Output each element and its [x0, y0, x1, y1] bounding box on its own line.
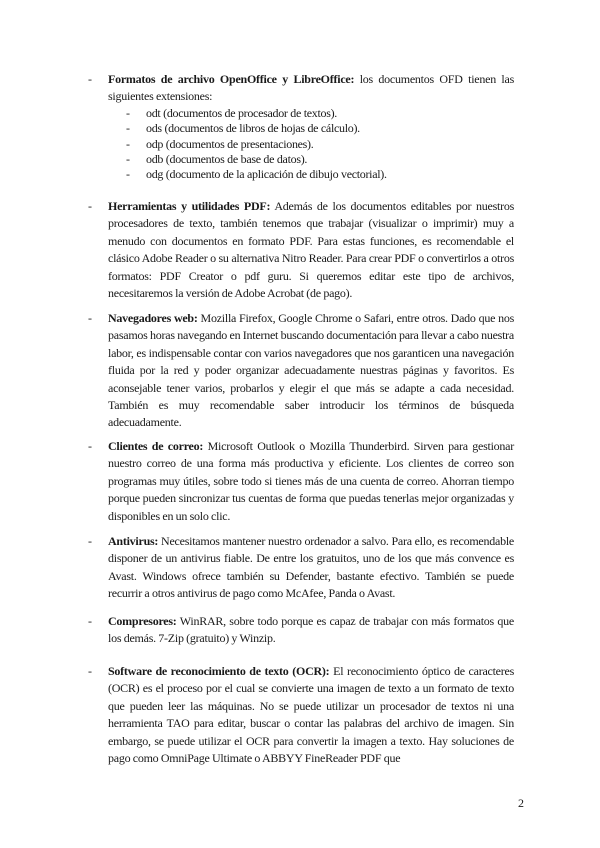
paragraph — [108, 71, 514, 106]
paragraph — [108, 613, 514, 648]
item-text: WinRAR, sobre todo porque es capaz de trabajar con más formatos que los demás. 7-Zip (gratuito) y Winzip. — [108, 614, 514, 646]
item-text: Microsoft Outlook o Mozilla Thunderbird. Sirven para gestionar nuestro correo de una forma más productiva y eficiente. Los clientes de correo son programas muy útiles, sobre todo si tienes más de una cuenta de correo. Ahorran tiempo porque pueden sincronizar tus cuentas de forma que puedas tenerlas mejor organizadas y disponibles en un solo clic. — [108, 439, 514, 523]
list-item — [88, 310, 514, 432]
item-heading: Software de reconocimiento de texto (OCR): — [108, 664, 330, 678]
sub-list-item: - odb (documentos de base de datos). — [126, 151, 308, 166]
item-text: Además de los documentos editables por nuestros procesadores de texto, también tenemos que trabajar (visualizar o imprimir) muy a menudo con documentos en formato PDF. Para estas funciones, es recomendable el clásico Adobe Reader o su alternativa Nitro Reader. Para crear PDF o convertirlos a otros formatos: PDF Creator o pdf guru. Si queremos editar este tipo de archivos, necesitaremos la versión de Adobe Acrobat (de pago). — [108, 199, 514, 301]
list-item — [88, 438, 514, 525]
bullet-dash: - — [88, 72, 92, 86]
list-item — [88, 663, 514, 767]
item-text: El reconocimiento óptico de caracteres (OCR) es el proceso por el cual se convierte una imagen de texto a un formato de texto que pueden leer las máquinas. No se puede utilizar un procesador de textos ni una herramienta TAO para editar, buscar o contar las palabras del archivo de imagen. Sin embargo, se puede utilizar el OCR para convertir la imagen a texto. Hay soluciones de pago como OmniPage Ultimate o ABBYY FineReader PDF que — [108, 664, 514, 766]
paragraph — [108, 533, 514, 603]
item-heading: Clientes de correo: — [108, 439, 204, 453]
bullet-dash: - — [88, 614, 92, 628]
item-text: Mozilla Firefox, Google Chrome o Safari, entre otros. Dado que nos pasamos horas navegando en Internet buscando documentación para llevar a cabo nuestra labor, es indispensable contar con varios navegadores que nos garanticen una navegación fluida por la red y poder organizar adecuadamente nuestras páginas y favoritos. Es aconsejable tener varios, probarlos y elegir el que más se adapte a cada necesidad. También es muy recomendable saber introducir los términos de búsqueda adecuadamente. — [108, 311, 514, 430]
item-heading: Herramientas y utilidades PDF: — [108, 199, 271, 213]
paragraph — [108, 663, 514, 767]
sub-list-item: - odg (documento de la aplicación de dibujo vectorial). — [126, 167, 387, 182]
paragraph — [108, 198, 514, 302]
paragraph — [108, 438, 514, 525]
bullet-dash: - — [88, 534, 92, 548]
item-text: los documentos OFD tienen las siguientes extensiones: — [108, 72, 514, 104]
bullet-dash: - — [88, 439, 92, 453]
item-heading: Formatos de archivo OpenOffice y LibreOffice: — [108, 72, 355, 86]
bullet-dash: - — [88, 664, 92, 678]
item-text: Necesitamos mantener nuestro ordenador a salvo. Para ello, es recomendable disponer de un antivirus fiable. De entre los gratuitos, uno de los que más convence es Avast. Windows ofrece también su Defender, bastante efectivo. También se puede recurrir a otros antivirus de pago como McAfee, Panda o Avast. — [108, 534, 514, 601]
paragraph — [108, 310, 514, 432]
bullet-dash: - — [88, 311, 92, 325]
sub-list-item: - odp (documentos de presentaciones). — [126, 136, 314, 151]
list-item — [88, 533, 514, 603]
list-item — [88, 71, 514, 106]
list-item — [88, 613, 514, 648]
list-item — [88, 198, 514, 302]
bullet-dash: - — [88, 199, 92, 213]
item-heading: Antivirus: — [108, 534, 159, 548]
item-heading: Compresores: — [108, 614, 177, 628]
sub-list-item: - odt (documentos de procesador de textos). — [126, 106, 337, 120]
item-heading: Navegadores web: — [108, 311, 198, 325]
sub-list-item: - ods (documentos de libros de hojas de cálculo). — [126, 121, 360, 136]
page-number: 2 — [518, 796, 524, 810]
sub-list — [126, 106, 426, 182]
